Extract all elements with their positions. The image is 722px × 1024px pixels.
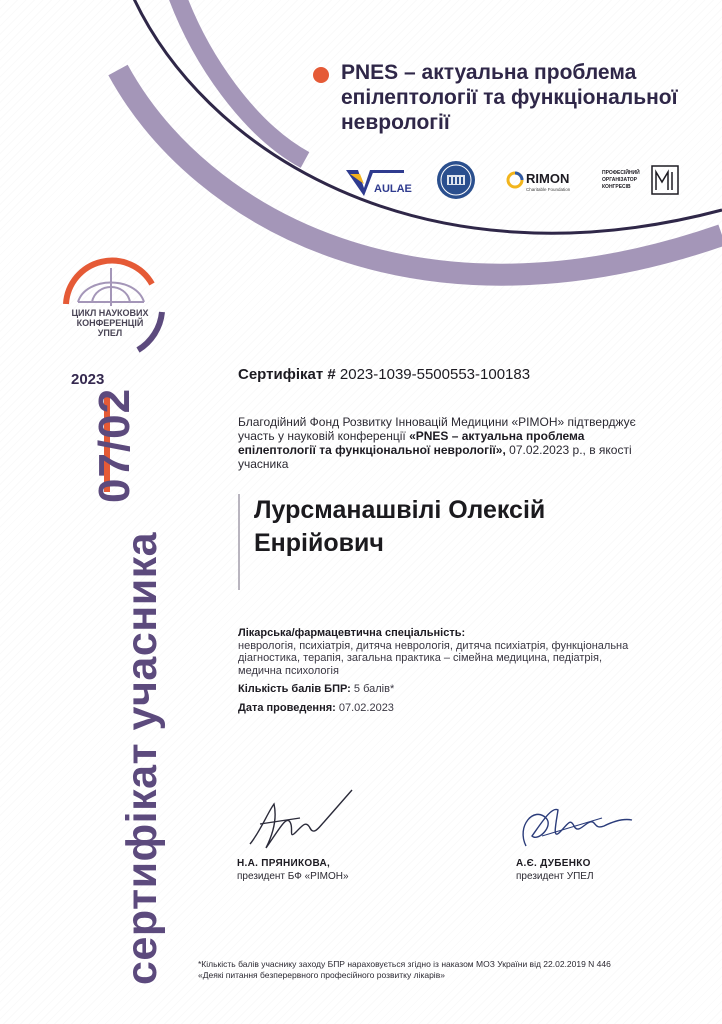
- document-type-vertical: сертифікат учасника: [118, 531, 166, 985]
- rimon-logo: [506, 160, 586, 200]
- svg-text:AULAE: AULAE: [374, 183, 412, 195]
- svg-text:КОНГРЕСІВ: КОНГРЕСІВ: [602, 184, 631, 190]
- svg-text:Charitable Foundation: Charitable Foundation: [526, 187, 571, 192]
- svg-text:ОРГАНІЗАТОР: ОРГАНІЗАТОР: [602, 177, 638, 183]
- signer-1-name: Н.А. ПРЯНИКОВА,: [237, 858, 331, 869]
- signer-2-name: А.Є. ДУБЕНКО: [516, 858, 591, 869]
- event-title: PNES – актуальна проблема епілептології та функціональної неврології: [341, 61, 678, 134]
- organizer-logo: [600, 160, 684, 200]
- points-value: 5 балів*: [353, 683, 395, 695]
- cycle-text: ЦИКЛ НАУКОВИХ КОНФЕРЕНЦІЙ УПЕЛ: [71, 308, 149, 338]
- details-block: [238, 627, 638, 714]
- footnote-line-1: *Кількість балів учаснику заходу БПР нараховується згідно із наказом МОЗ України від 22.02.2019 N 446: [198, 959, 611, 969]
- signature-dubenko: [512, 796, 642, 860]
- intro-text-2: 07.02.2023 р., в якості учасника: [238, 443, 632, 471]
- aulae-logo: [344, 160, 412, 200]
- specialty-label: Лікарська/фармацевтична спеціальність:: [238, 627, 466, 639]
- certificate-number-label: Сертифікат #: [238, 366, 336, 383]
- certificate-number: [238, 366, 530, 383]
- event-date-vertical: 07/02: [90, 387, 139, 503]
- date-row: [238, 702, 638, 715]
- partner-logos: [344, 160, 684, 200]
- conference-name: «PNES – актуальна проблема епілептології та функціональної неврології»,: [238, 429, 585, 457]
- points-label: Кількість балів БПР:: [238, 683, 351, 695]
- date-label: Дата проведення:: [238, 701, 336, 714]
- specialty-value: неврологія, психіатрія, дитяча неврологія, дитяча психіатрія, функціональна діагностика, терапія, загальна практика – сімейна медицина, педіатрія, медична психологія: [238, 639, 629, 677]
- certificate-number-value: 2023-1039-5500553-100183: [339, 366, 531, 383]
- date-value: 07.02.2023: [338, 701, 394, 714]
- svg-text:ПРОФЕСІЙНИЙ: ПРОФЕСІЙНИЙ: [602, 170, 640, 176]
- name-divider: [238, 494, 240, 590]
- signature-pryanikova: [240, 782, 360, 862]
- svg-text:RIMON: RIMON: [526, 171, 570, 186]
- cycle-logo-icon: [52, 246, 170, 358]
- year-label: 2023: [71, 371, 105, 388]
- footnote: [198, 959, 688, 981]
- title-dot-icon: [313, 67, 329, 83]
- intro-text-1: Благодійний Фонд Розвитку Інновацій Медицини «РІМОН» підтверджує участь у науковій конференції: [238, 415, 636, 443]
- points-row: [238, 683, 638, 696]
- university-seal-icon: [436, 160, 476, 200]
- intro-paragraph: [238, 415, 638, 471]
- footnote-line-2: «Деякі питання безперервного професійного розвитку лікарів»: [198, 970, 445, 980]
- participant-name: Лурсманашвілі Олексій Енрійович: [254, 496, 546, 557]
- signer-1-role: президент БФ «РІМОН»: [237, 871, 349, 882]
- signer-2-role: президент УПЕЛ: [516, 871, 594, 882]
